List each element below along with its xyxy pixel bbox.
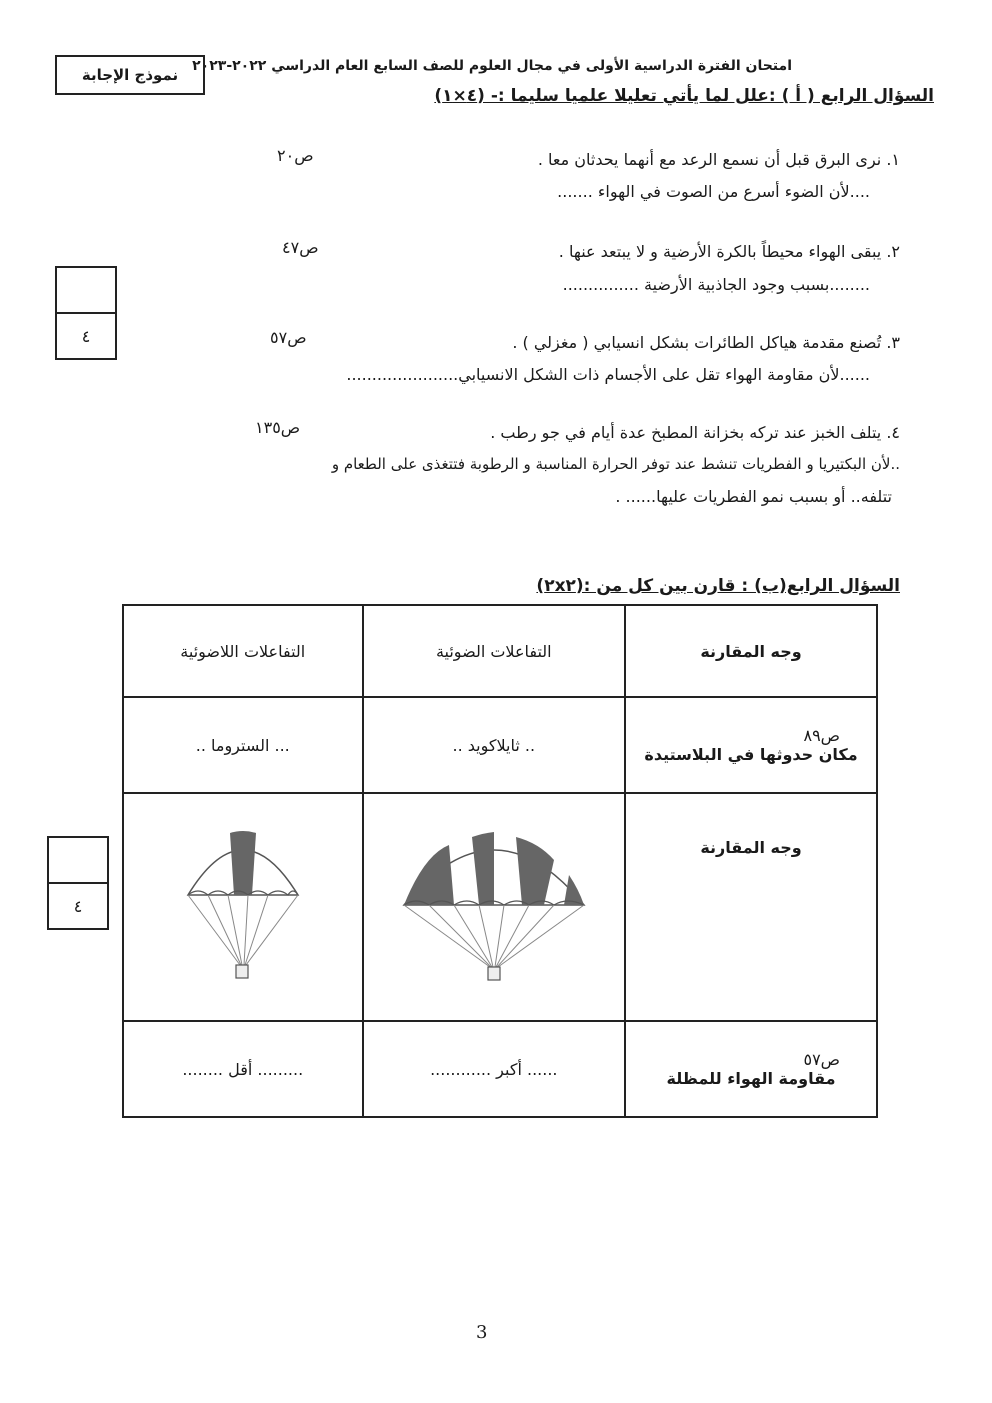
section-b-score: ٤ [49, 882, 107, 928]
row1-label: مكان حدوثها في البلاستيدة [644, 745, 858, 764]
score-blank [49, 838, 107, 882]
model-answer-box: نموذج الإجابة [55, 55, 205, 95]
table-row [123, 1021, 877, 1117]
row2-narrow-parachute [123, 793, 363, 1021]
question-3: ٣. تُصنع مقدمة هياكل الطائرات بشكل انسيابي ( مغزلي ) . [512, 333, 900, 352]
score-blank [57, 268, 115, 312]
row1-page-ref: ص٨٩ [803, 726, 840, 745]
question-1: ١. نرى البرق قبل أن نسمع الرعد مع أنهما يحدثان معا . [537, 150, 900, 169]
question-2-page-ref: ص٤٧ [282, 238, 319, 257]
row3-narrow: ......... أقل ........ [123, 1021, 363, 1117]
section-b-score-box [47, 836, 109, 930]
answer-2: ........بسبب وجود الجاذبية الأرضية ............... [562, 275, 870, 294]
row3-page-ref: ص٥٧ [803, 1050, 840, 1069]
row1-aspect [625, 697, 877, 793]
section-a-score: ٤ [57, 312, 115, 358]
table-header-row [123, 605, 877, 697]
table-row [123, 793, 877, 1021]
page-number: 3 [476, 1322, 488, 1343]
question-1-page-ref: ص٢٠ [277, 146, 314, 165]
header-comparison-aspect: وجه المقارنة [625, 605, 877, 697]
row3-wide: ...... أكبر ............ [363, 1021, 626, 1117]
narrow-parachute-icon [178, 815, 308, 995]
section-b-title: السؤال الرابع(ب) : قارن بين كل من :(٢x٢) [536, 576, 900, 596]
wide-parachute-icon [394, 815, 594, 995]
row1-dark: ... الستروما .. [123, 697, 363, 793]
question-4: ٤. يتلف الخبز عند تركه بخزانة المطبخ عدة أيام في جو رطب . [490, 423, 900, 442]
answer-4: ..لأن البكتيريا و الفطريات تنشط عند توفر الحرارة المناسبة و الرطوبة فتتغذى على الطعام و [331, 455, 900, 473]
row2-aspect: وجه المقارنة [625, 793, 877, 1021]
table-row [123, 697, 877, 793]
row2-wide-parachute [363, 793, 626, 1021]
section-a-title: السؤال الرابع ( أ ) :علل لما يأتي تعليلا علميا سليما :- (٤×١) [434, 86, 934, 106]
answer-3: ......لأن مقاومة الهواء تقل على الأجسام ذات الشكل الانسيابي...................... [346, 365, 870, 384]
question-3-page-ref: ص٥٧ [270, 328, 307, 347]
question-2: ٢. يبقى الهواء محيطاً بالكرة الأرضية و لا يبتعد عنها . [558, 242, 900, 261]
answer-4-continued: تتلفه.. أو بسبب نمو الفطريات عليها...... . [615, 487, 892, 506]
header-light-reactions: التفاعلات الضوئية [363, 605, 626, 697]
row1-light: .. ثايلاكويد .. [363, 697, 626, 793]
row3-aspect [625, 1021, 877, 1117]
comparison-table [122, 604, 878, 1118]
answer-1: ....لأن الضوء أسرع من الصوت في الهواء ....... [557, 182, 870, 201]
header-dark-reactions: التفاعلات اللاضوئية [123, 605, 363, 697]
exam-title: امتحان الفترة الدراسية الأولى في مجال العلوم للصف السابع العام الدراسي ٢٠٢٢-٢٠٢٣ [192, 58, 792, 74]
row3-label: مقاومة الهواء للمظلة [666, 1069, 836, 1088]
section-a-score-box [55, 266, 117, 360]
question-4-page-ref: ص١٣٥ [255, 418, 301, 437]
